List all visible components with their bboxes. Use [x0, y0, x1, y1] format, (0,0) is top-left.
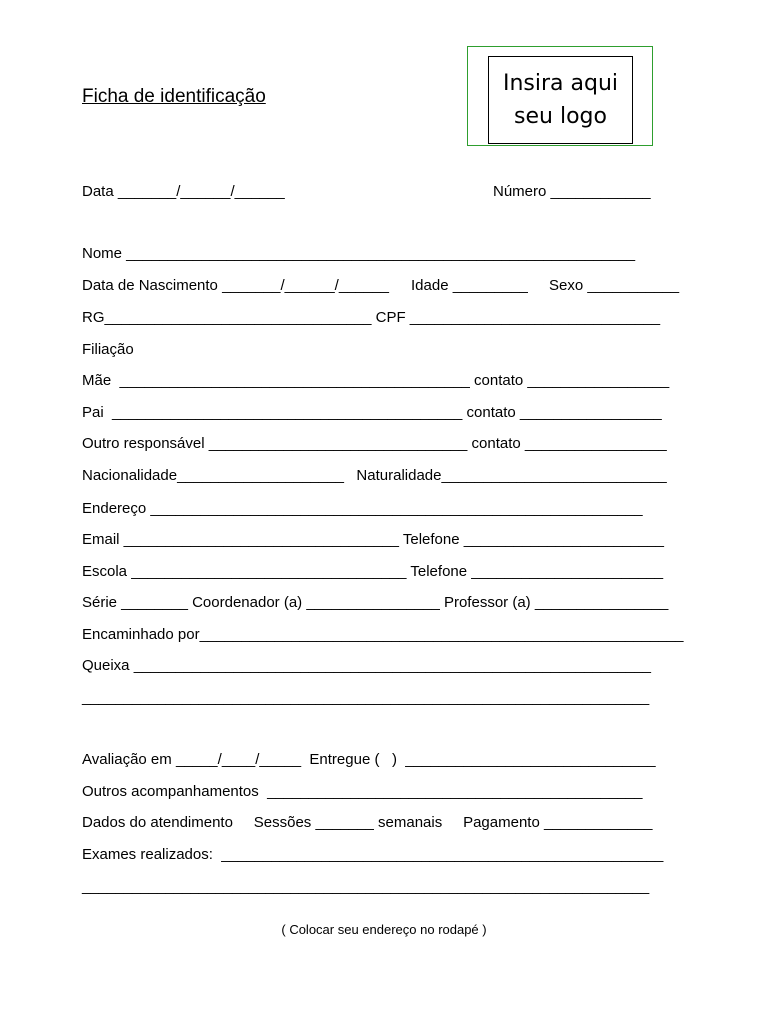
field-nacionalidade[interactable]: Nacionalidade____________________ Naturalidade___________________________ [82, 467, 667, 484]
page-title: Ficha de identificação [82, 86, 266, 107]
logo-placeholder: Insira aqui seu logo [488, 56, 633, 144]
field-exames[interactable]: Exames realizados: _____________________________________________________ [82, 846, 664, 863]
field-data[interactable]: Data _______/______/______ [82, 183, 285, 200]
field-dados-atendimento[interactable]: Dados do atendimento Sessões _______ semanais Pagamento _____________ [82, 814, 653, 831]
field-idade[interactable]: Idade _________ [411, 277, 528, 294]
field-mae[interactable]: Mãe __________________________________________ contato _________________ [82, 372, 670, 389]
field-nome[interactable]: Nome _____________________________________________________________ [82, 245, 636, 262]
field-serie[interactable]: Série ________ Coordenador (a) ________________ Professor (a) ________________ [82, 594, 669, 611]
field-pai[interactable]: Pai __________________________________________ contato _________________ [82, 404, 662, 421]
footer-note: ( Colocar seu endereço no rodapé ) [281, 922, 487, 937]
field-rg-cpf[interactable]: RG________________________________ CPF ______________________________ [82, 309, 661, 326]
field-exames-continuation[interactable]: ____________________________________________________________________ [82, 878, 650, 895]
field-avaliacao[interactable]: Avaliação em _____/____/_____ Entregue ( ) ______________________________ [82, 751, 656, 768]
field-outros-acompanhamentos[interactable]: Outros acompanhamentos _____________________________________________ [82, 783, 643, 800]
field-encaminhado[interactable]: Encaminhado por__________________________________________________________ [82, 626, 684, 643]
field-escola[interactable]: Escola _________________________________ Telefone _______________________ [82, 563, 664, 580]
field-email[interactable]: Email _________________________________ Telefone ________________________ [82, 531, 664, 548]
field-queixa-continuation[interactable]: ____________________________________________________________________ [82, 689, 650, 706]
field-data-nascimento[interactable]: Data de Nascimento _______/______/______ [82, 277, 389, 294]
field-sexo[interactable]: Sexo ___________ [549, 277, 680, 294]
field-outro-responsavel[interactable]: Outro responsável _______________________________ contato _________________ [82, 435, 667, 452]
label-filiacao: Filiação [82, 341, 134, 358]
field-numero[interactable]: Número ____________ [493, 183, 651, 200]
field-endereco[interactable]: Endereço ___________________________________________________________ [82, 500, 643, 517]
field-queixa[interactable]: Queixa ______________________________________________________________ [82, 657, 651, 674]
